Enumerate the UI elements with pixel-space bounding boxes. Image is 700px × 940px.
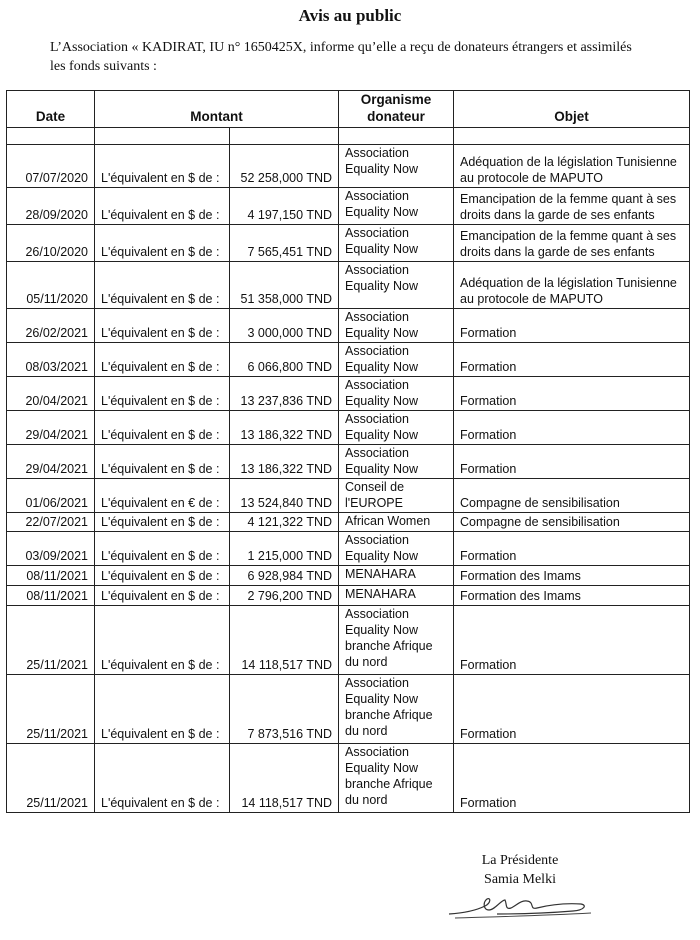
cell-amount: 6 928,984 TND	[230, 566, 339, 586]
cell-equivalent: L'équivalent en $ de :	[95, 606, 230, 675]
cell-amount: 7 565,451 TND	[230, 225, 339, 262]
cell-date: 25/11/2021	[7, 675, 95, 744]
cell-equivalent: L'équivalent en $ de :	[95, 513, 230, 532]
cell-date: 03/09/2021	[7, 532, 95, 566]
cell-date: 26/10/2020	[7, 225, 95, 262]
cell-amount: 14 118,517 TND	[230, 744, 339, 813]
cell-amount: 51 358,000 TND	[230, 262, 339, 309]
table-row	[7, 145, 690, 188]
table-row	[7, 586, 690, 606]
cell-date: 25/11/2021	[7, 744, 95, 813]
cell-organisme: Association Equality Now	[339, 188, 454, 225]
cell-organisme: Association Equality Now branche Afrique du nord	[339, 606, 454, 675]
cell-amount: 3 000,000 TND	[230, 309, 339, 343]
header-objet: Objet	[454, 91, 690, 128]
cell-organisme: MENAHARA	[339, 566, 454, 586]
cell-equivalent: L'équivalent en $ de :	[95, 586, 230, 606]
table-row	[7, 343, 690, 377]
table-row	[7, 513, 690, 532]
cell-organisme: Association Equality Now	[339, 411, 454, 445]
cell-organisme: Association Equality Now	[339, 262, 454, 309]
table-spacer-row	[7, 128, 690, 145]
cell-equivalent: L'équivalent en $ de :	[95, 145, 230, 188]
cell-equivalent: L'équivalent en $ de :	[95, 532, 230, 566]
cell-objet: Formation des Imams	[454, 566, 690, 586]
cell-amount: 13 186,322 TND	[230, 411, 339, 445]
cell-objet: Formation	[454, 606, 690, 675]
table-row	[7, 445, 690, 479]
signature-block	[475, 851, 565, 889]
cell-organisme: Association Equality Now	[339, 145, 454, 188]
cell-objet: Formation	[454, 675, 690, 744]
cell-amount: 7 873,516 TND	[230, 675, 339, 744]
cell-equivalent: L'équivalent en $ de :	[95, 445, 230, 479]
cell-date: 28/09/2020	[7, 188, 95, 225]
cell-objet: Formation	[454, 343, 690, 377]
cell-amount: 4 197,150 TND	[230, 188, 339, 225]
cell-objet: Formation	[454, 411, 690, 445]
table-row	[7, 188, 690, 225]
cell-date: 20/04/2021	[7, 377, 95, 411]
table-row	[7, 309, 690, 343]
cell-amount: 52 258,000 TND	[230, 145, 339, 188]
cell-date: 22/07/2021	[7, 513, 95, 532]
page-title: Avis au public	[298, 6, 402, 25]
cell-date: 29/04/2021	[7, 445, 95, 479]
table-row	[7, 411, 690, 445]
cell-date: 25/11/2021	[7, 606, 95, 675]
table-header-row	[7, 91, 690, 128]
cell-equivalent: L'équivalent en $ de :	[95, 262, 230, 309]
cell-organisme: Association Equality Now	[339, 343, 454, 377]
table-row	[7, 377, 690, 411]
cell-organisme: Association Equality Now branche Afrique du nord	[339, 744, 454, 813]
cell-equivalent: L'équivalent en $ de :	[95, 343, 230, 377]
cell-equivalent: L'équivalent en $ de :	[95, 377, 230, 411]
cell-amount: 2 796,200 TND	[230, 586, 339, 606]
cell-objet: Adéquation de la législation Tunisienne au protocole de MAPUTO	[454, 262, 690, 309]
signature-role: La Présidente	[481, 853, 559, 868]
cell-date: 01/06/2021	[7, 479, 95, 513]
cell-date: 08/11/2021	[7, 586, 95, 606]
cell-amount: 13 237,836 TND	[230, 377, 339, 411]
header-organisme: Organisme donateur	[339, 91, 454, 128]
cell-organisme: Association Equality Now branche Afrique du nord	[339, 675, 454, 744]
signature-name: Samia Melki	[484, 872, 556, 887]
table-row	[7, 606, 690, 675]
cell-equivalent: L'équivalent en $ de :	[95, 566, 230, 586]
cell-objet: Formation	[454, 377, 690, 411]
cell-amount: 4 121,322 TND	[230, 513, 339, 532]
cell-amount: 13 524,840 TND	[230, 479, 339, 513]
funds-table	[6, 90, 690, 813]
cell-organisme: Conseil de l'EUROPE	[339, 479, 454, 513]
table-row	[7, 225, 690, 262]
cell-date: 29/04/2021	[7, 411, 95, 445]
table-row	[7, 262, 690, 309]
cell-organisme: Association Equality Now	[339, 377, 454, 411]
cell-objet: Formation	[454, 744, 690, 813]
cell-objet: Compagne de sensibilisation	[454, 479, 690, 513]
table-row	[7, 479, 690, 513]
cell-amount: 1 215,000 TND	[230, 532, 339, 566]
cell-organisme: Association Equality Now	[339, 309, 454, 343]
cell-organisme: Association Equality Now	[339, 225, 454, 262]
table-row	[7, 744, 690, 813]
cell-equivalent: L'équivalent en $ de :	[95, 675, 230, 744]
cell-objet: Formation	[454, 445, 690, 479]
cell-objet: Emancipation de la femme quant à ses droits dans la garde de ses enfants	[454, 188, 690, 225]
table-row	[7, 566, 690, 586]
cell-equivalent: L'équivalent en $ de :	[95, 188, 230, 225]
cell-organisme: MENAHARA	[339, 586, 454, 606]
header-date: Date	[7, 91, 95, 128]
cell-objet: Formation	[454, 532, 690, 566]
cell-date: 26/02/2021	[7, 309, 95, 343]
cell-equivalent: L'équivalent en $ de :	[95, 225, 230, 262]
intro-paragraph: L’Association « KADIRAT, IU n° 1650425X, informe qu’elle a reçu de donateurs étrangers et assimilés les fonds suivants :	[50, 40, 632, 74]
cell-objet: Formation des Imams	[454, 586, 690, 606]
table-row	[7, 532, 690, 566]
cell-organisme: Association Equality Now	[339, 445, 454, 479]
cell-equivalent: L'équivalent en $ de :	[95, 309, 230, 343]
cell-amount: 13 186,322 TND	[230, 445, 339, 479]
handwritten-signature	[445, 888, 595, 922]
cell-date: 05/11/2020	[7, 262, 95, 309]
cell-date: 07/07/2020	[7, 145, 95, 188]
cell-objet: Adéquation de la législation Tunisienne au protocole de MAPUTO	[454, 145, 690, 188]
cell-date: 08/03/2021	[7, 343, 95, 377]
cell-equivalent: L'équivalent en € de :	[95, 479, 230, 513]
cell-organisme: African Women	[339, 513, 454, 532]
cell-amount: 6 066,800 TND	[230, 343, 339, 377]
cell-organisme: Association Equality Now	[339, 532, 454, 566]
table-row	[7, 675, 690, 744]
cell-objet: Emancipation de la femme quant à ses droits dans la garde de ses enfants	[454, 225, 690, 262]
header-montant: Montant	[95, 91, 339, 128]
cell-objet: Formation	[454, 309, 690, 343]
cell-equivalent: L'équivalent en $ de :	[95, 744, 230, 813]
cell-objet: Compagne de sensibilisation	[454, 513, 690, 532]
cell-amount: 14 118,517 TND	[230, 606, 339, 675]
cell-date: 08/11/2021	[7, 566, 95, 586]
cell-equivalent: L'équivalent en $ de :	[95, 411, 230, 445]
